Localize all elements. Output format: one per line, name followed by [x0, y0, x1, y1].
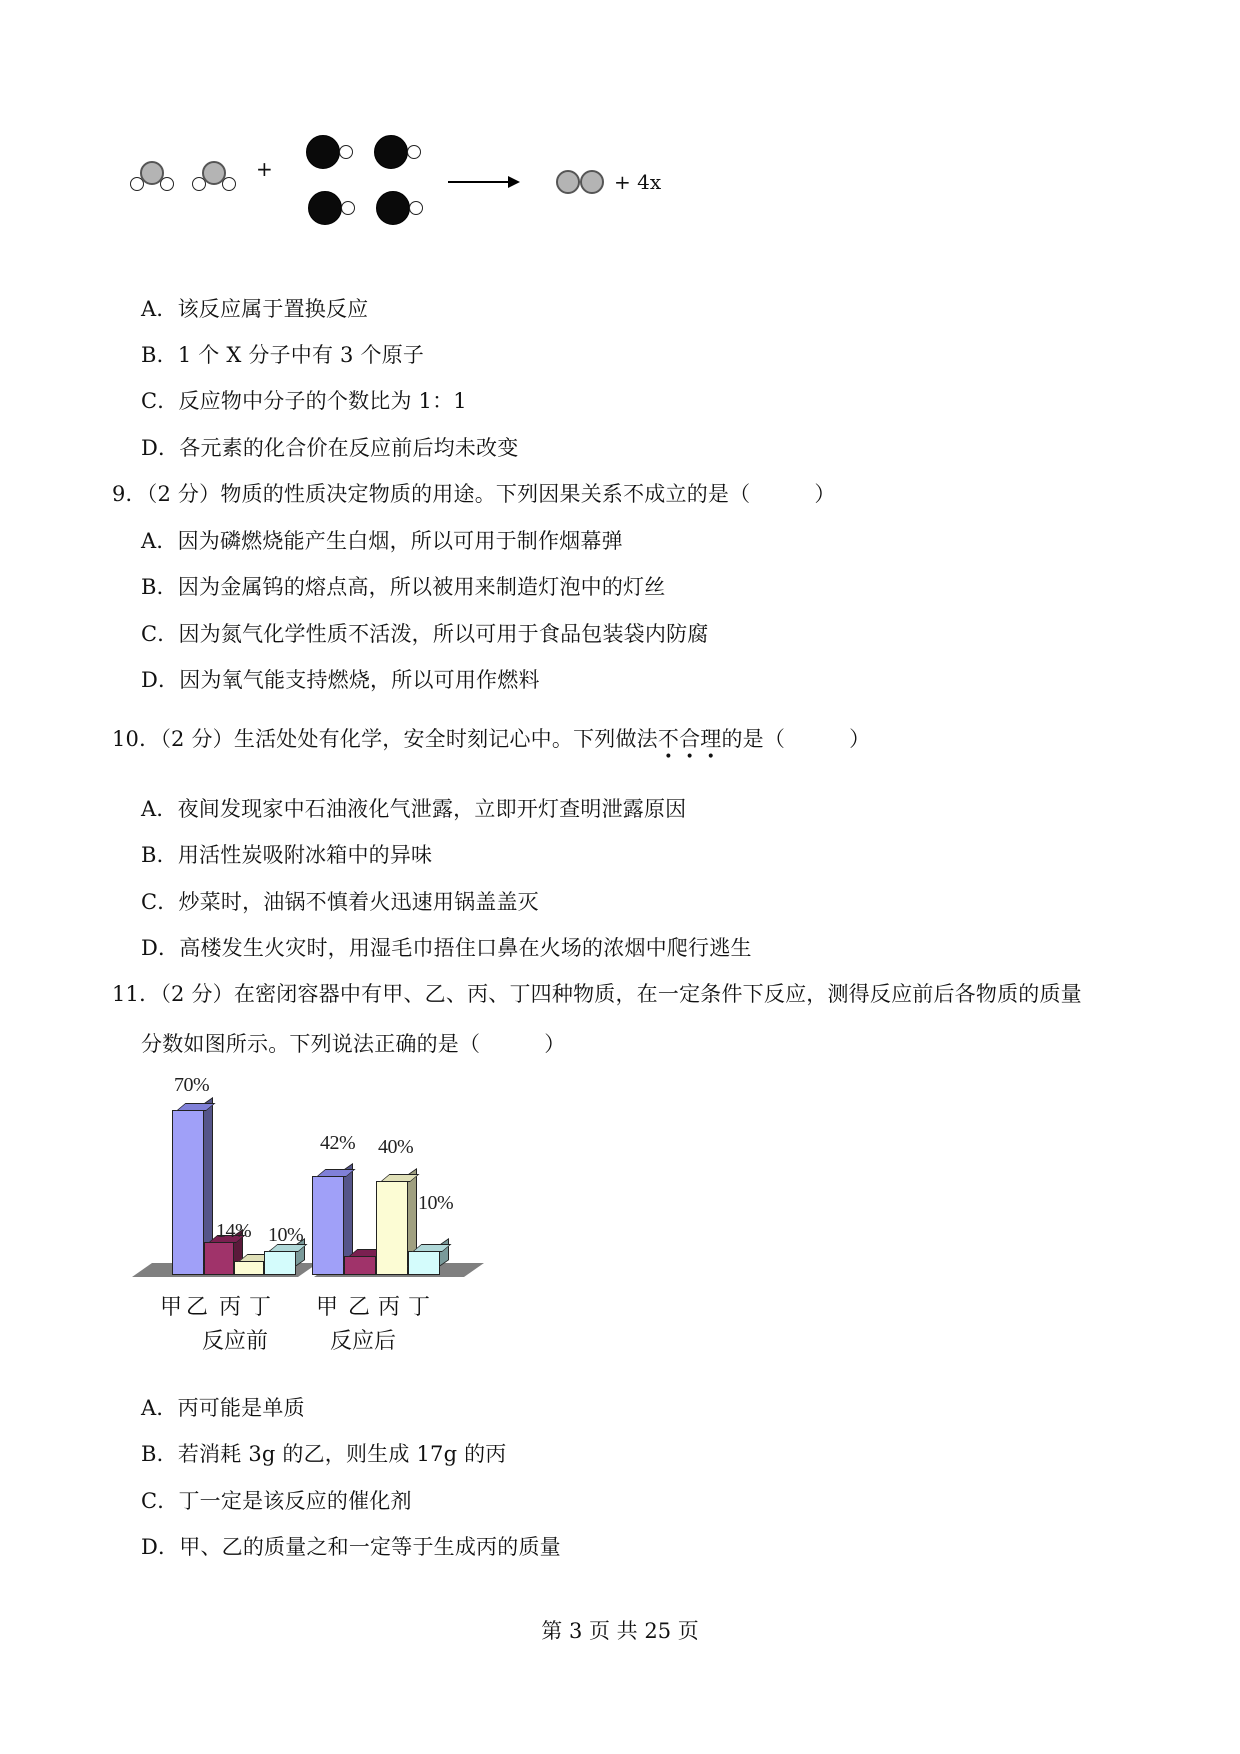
category-label-after-yi: 乙 [348, 1295, 371, 1320]
q10-option-d[interactable]: D．高楼发生火灾时，用湿毛巾捂住口鼻在火场的浓烟中爬行逃生 [141, 936, 752, 960]
value-label-before-ding: 10% [268, 1224, 304, 1246]
category-label-before-bing: 丙 [219, 1295, 242, 1320]
bar-before-bing [234, 1261, 264, 1275]
q11-option-a[interactable]: A．丙可能是单质 [141, 1396, 305, 1420]
q9-option-a[interactable]: A．因为磷燃烧能产生白烟，所以可用于制作烟幕弹 [141, 529, 623, 553]
value-label-after-jia: 42% [320, 1132, 356, 1154]
category-label-before-yi: 乙 [186, 1295, 209, 1320]
category-label-after-jia: 甲 [316, 1295, 339, 1320]
q10-number: 10． [112, 727, 161, 751]
group-label-after: 反应后 [330, 1329, 397, 1354]
q10-emphasis-char: 理 [700, 727, 722, 751]
q9-score: （2 分） [146, 482, 221, 506]
reaction-diagram [130, 145, 750, 255]
q9-option-b[interactable]: B．因为金属钨的熔点高，所以被用来制造灯泡中的灯丝 [141, 575, 666, 599]
q11-stem-line2: 分数如图所示。下列说法正确的是（ ） [141, 1032, 566, 1056]
q10-option-c[interactable]: C．炒菜时，油锅不慎着火迅速用锅盖盖灭 [141, 890, 539, 914]
q11-score: （2 分） [160, 982, 234, 1006]
q10-score: （2 分） [160, 727, 234, 751]
q10-option-a[interactable]: A．夜间发现家中石油液化气泄露，立即开灯查明泄露原因 [141, 797, 687, 821]
q11-text: 在密闭容器中有甲、乙、丙、丁四种物质，在一定条件下反应，测得反应前后各物质的质量 [233, 982, 1082, 1006]
q9-stem: 9．（2 分）物质的性质决定物质的用途。下列因果关系不成立的是（ ） [112, 482, 836, 506]
q11-number: 11． [112, 982, 161, 1006]
q9-option-c[interactable]: C．因为氮气化学性质不活泼，所以可用于食品包装袋内防腐 [141, 622, 709, 646]
category-label-before-jia: 甲 [160, 1295, 183, 1320]
reaction-arrow-head-icon [508, 176, 520, 188]
q11-option-d[interactable]: D．甲、乙的质量之和一定等于生成丙的质量 [141, 1535, 561, 1559]
q10-emphasis-char: 不 [657, 727, 680, 751]
bar-before-jia [172, 1110, 204, 1275]
mass-fraction-bar-chart [120, 1074, 540, 1360]
bar-before-ding [264, 1251, 296, 1275]
q11-option-b[interactable]: B．若消耗 3g 的乙，则生成 17g 的丙 [141, 1442, 507, 1466]
q10-text: 生活处处有化学，安全时刻记心中。下列做法 [233, 727, 658, 751]
q9-option-d[interactable]: D．因为氧气能支持燃烧，所以可用作燃料 [141, 668, 540, 692]
page-number-footer: 第 3 页 共 25 页 [541, 1619, 699, 1643]
category-label-before-ding: 丁 [249, 1295, 272, 1320]
plus-sign: + [256, 157, 273, 181]
value-label-after-bing: 40% [378, 1136, 414, 1158]
q8-option-d[interactable]: D．各元素的化合价在反应前后均未改变 [141, 436, 519, 460]
q9-number: 9． [112, 482, 147, 506]
bar-after-bing [376, 1181, 408, 1275]
bar-after-ding [408, 1251, 440, 1275]
bar-after-yi [344, 1256, 376, 1275]
q9-text: 物质的性质决定物质的用途。下列因果关系不成立的是（ [220, 482, 751, 506]
bar-before-yi [204, 1242, 234, 1275]
category-label-after-bing: 丙 [378, 1295, 401, 1320]
value-label-before-jia: 70% [174, 1074, 210, 1096]
value-label-before-yi: 14% [216, 1220, 252, 1242]
q8-option-c[interactable]: C．反应物中分子的个数比为 1：1 [141, 389, 467, 413]
q8-option-b[interactable]: B．1 个 X 分子中有 3 个原子 [141, 343, 425, 367]
category-label-after-ding: 丁 [408, 1295, 431, 1320]
q11-stem-line1 [112, 980, 1082, 1008]
value-label-after-ding: 10% [418, 1192, 454, 1214]
group-label-before: 反应前 [202, 1329, 269, 1354]
q8-option-a[interactable]: A．该反应属于置换反应 [141, 297, 369, 321]
q11-option-c[interactable]: C．丁一定是该反应的催化剂 [141, 1489, 412, 1513]
reaction-arrow-line [448, 181, 510, 183]
q10-option-b[interactable]: B．用活性炭吸附冰箱中的异味 [141, 843, 433, 867]
product-coefficient: + 4x [614, 170, 662, 194]
bar-after-jia [312, 1176, 344, 1275]
q10-stem: 10．（2 分）生活处处有化学，安全时刻记心中。下列做法不合理的是（ ） [112, 727, 871, 751]
q10-emphasis-char: 合 [679, 727, 701, 751]
